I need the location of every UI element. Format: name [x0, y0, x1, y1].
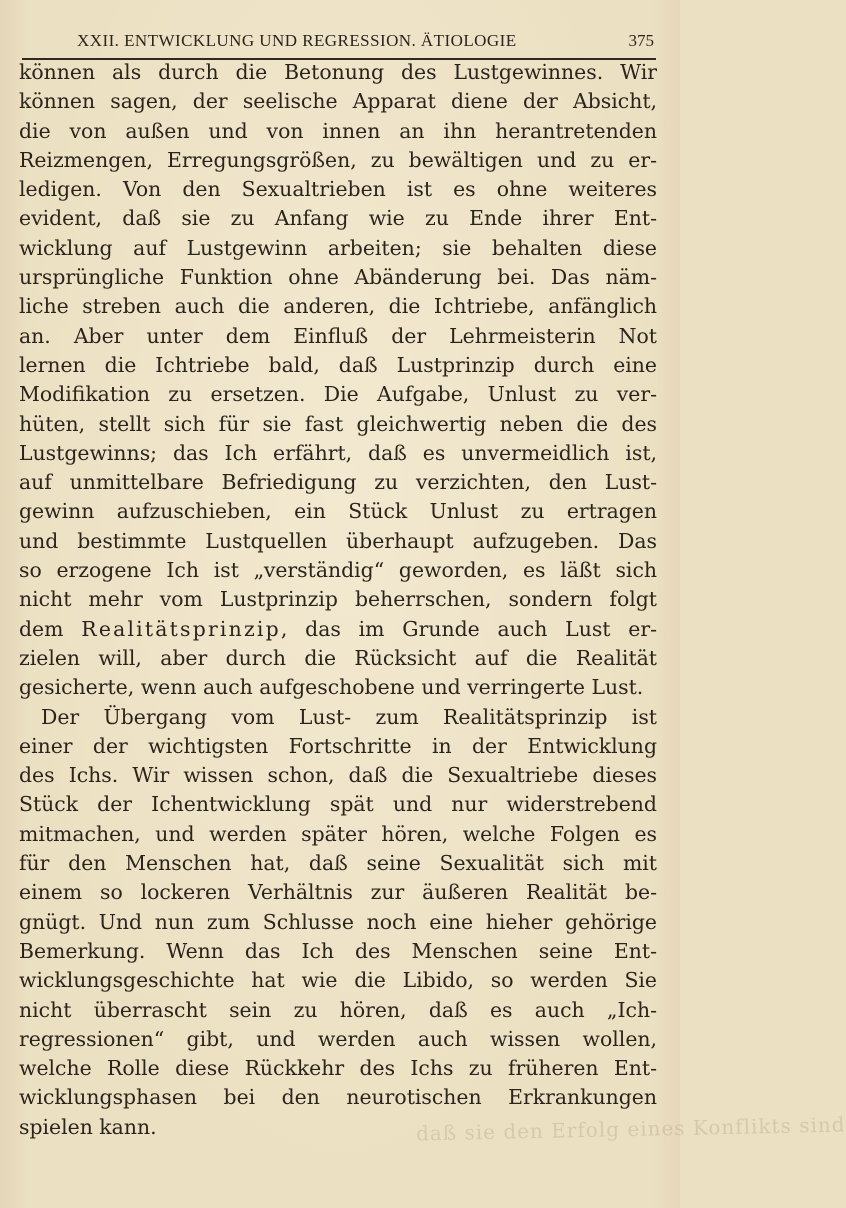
text-line: des Ichs. Wir wissen schon, daß die Sexualtriebe dieses [19, 763, 657, 788]
text-line: regressionen“ gibt, und werden auch wissen wollen, [19, 1026, 657, 1051]
body-text [19, 58, 657, 1142]
text-line: nicht mehr vom Lustprinzip beherrschen, sondern folgt [19, 587, 657, 612]
text-line: die von außen und von innen an ihn herantretenden [19, 118, 657, 143]
text-line: lernen die Ichtriebe bald, daß Lustprinzip durch eine [19, 352, 657, 377]
line-suffix: , das im Grunde auch Lust er- [280, 616, 658, 641]
text-line: Reizmengen, Erregungsgrößen, zu bewältigen und zu er- [19, 147, 657, 172]
running-head [22, 28, 656, 60]
text-line: so erzogene Ich ist „verständig“ geworden, es läßt sich [19, 558, 657, 583]
text-line: welche Rolle diese Rückkehr des Ichs zu früheren Ent- [19, 1056, 657, 1081]
text-line: einem so lockeren Verhältnis zur äußeren Realität be- [19, 880, 657, 905]
paragraph-end-line: spielen kann. [19, 1114, 157, 1139]
text-line: Stück der Ichentwicklung spät und nur widerstrebend [19, 792, 657, 817]
text-line: für den Menschen hat, daß seine Sexualität sich mit [19, 851, 657, 876]
text-line: nicht überrascht sein zu hören, daß es auch „Ich- [19, 997, 657, 1022]
text-line-emphasis [19, 615, 657, 644]
text-line: zielen will, aber durch die Rücksicht auf die Realität [19, 645, 657, 670]
text-line: und bestimmte Lustquellen überhaupt aufzugeben. Das [19, 528, 657, 553]
text-line: gewinn aufzuschieben, ein Stück Unlust zu ertragen [19, 499, 657, 524]
text-line: Lustgewinns; das Ich erfährt, daß es unvermeidlich ist, [19, 440, 657, 465]
spaced-term: Realitätsprinzip [81, 616, 281, 641]
page-number: 375 [628, 31, 654, 50]
text-line: können als durch die Betonung des Lustgewinnes. Wir [19, 60, 657, 84]
text-line: Modifikation zu ersetzen. Die Aufgabe, Unlust zu ver- [19, 382, 657, 407]
text-line: auf unmittelbare Befriedigung zu verzichten, den Lust- [19, 470, 657, 495]
text-line: an. Aber unter dem Einfluß der Lehrmeisterin Not [19, 323, 657, 348]
text-line: liche streben auch die anderen, die Ichtriebe, anfänglich [19, 294, 657, 319]
text-line: evident, daß sie zu Anfang wie zu Ende ihrer Ent- [19, 206, 657, 231]
text-line: wicklung auf Lustgewinn arbeiten; sie behalten diese [19, 235, 657, 260]
chapter-title: XXII. ENTWICKLUNG UND REGRESSION. ÄTIOLOGIE [77, 31, 517, 50]
paragraph-end-line: gesicherte, wenn auch aufgeschobene und verringerte Lust. [19, 675, 644, 700]
bleed-through-text: daß sie den Erfolg eines Konflikts sind [415, 1112, 846, 1146]
paragraph-start-line: Der Übergang vom Lust- zum Realitätsprinzip ist [41, 704, 657, 729]
text-line: hüten, stellt sich für sie fast gleichwertig neben die des [19, 411, 657, 436]
text-line: einer der wichtigsten Fortschritte in der Entwicklung [19, 733, 657, 758]
text-line: ursprüngliche Funktion ohne Abänderung bei. Das näm- [19, 265, 657, 290]
text-line: ledigen. Von den Sexualtrieben ist es ohne weiteres [19, 177, 657, 202]
text-line: mitmachen, und werden später hören, welche Folgen es [19, 821, 657, 846]
text-line: können sagen, der seelische Apparat diene der Absicht, [19, 89, 657, 114]
text-line: wicklungsphasen bei den neurotischen Erkrankungen [19, 1085, 657, 1110]
text-line: Bemerkung. Wenn das Ich des Menschen seine Ent- [19, 938, 657, 963]
text-line: gnügt. Und nun zum Schlusse noch eine hieher gehörige [19, 909, 657, 934]
line-prefix: dem [19, 616, 82, 641]
text-line: wicklungsgeschichte hat wie die Libido, so werden Sie [19, 968, 657, 993]
